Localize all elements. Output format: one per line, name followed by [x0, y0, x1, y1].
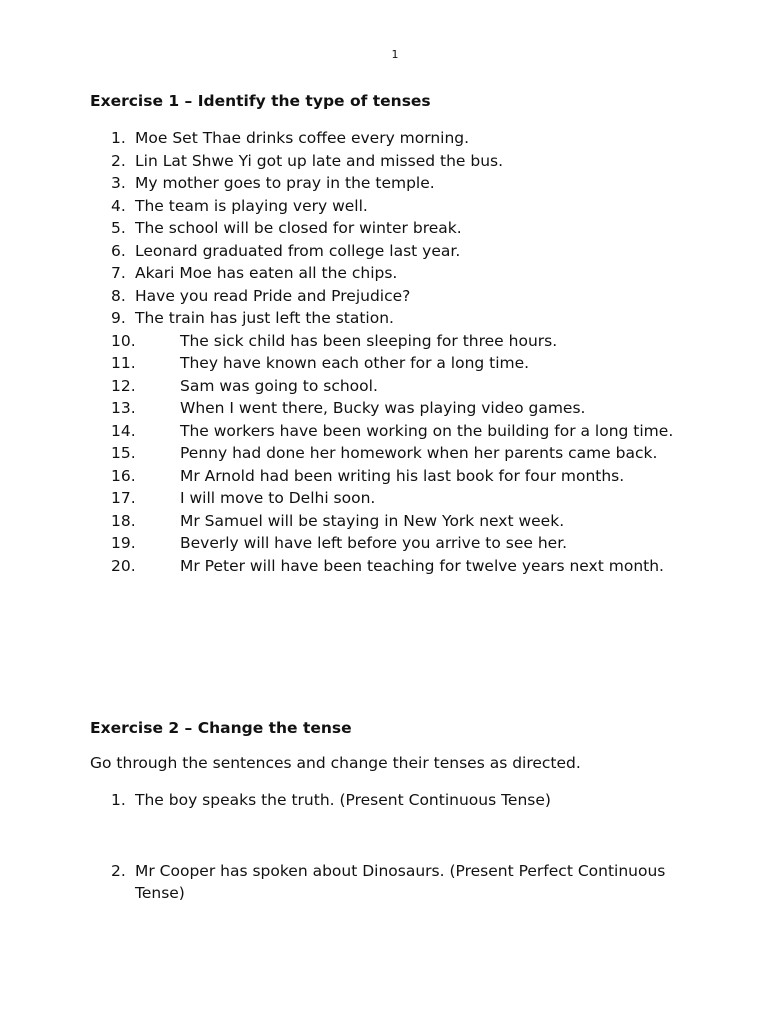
exercise1-item — [90, 150, 710, 173]
list-item-text: The team is playing very well. — [135, 196, 368, 215]
list-item-text: The sick child has been sleeping for three hours. — [180, 331, 558, 350]
list-item-number: 12. — [111, 376, 136, 395]
list-item-text: Mr Peter will have been teaching for twelve years next month. — [180, 556, 664, 575]
list-item-number: 14. — [111, 421, 136, 440]
exercise2-item — [90, 860, 710, 905]
exercise1-item — [90, 397, 710, 420]
list-item-number: 9. — [111, 309, 126, 327]
exercise1-item — [90, 510, 710, 533]
exercise1-item — [90, 352, 710, 375]
list-item-text: Lin Lat Shwe Yi got up late and missed the bus. — [135, 151, 504, 170]
list-item-number: 10. — [111, 331, 136, 350]
exercise-1-list — [90, 127, 710, 577]
list-item-number: 8. — [111, 286, 126, 305]
list-item-text: My mother goes to pray in the temple. — [135, 174, 435, 192]
list-item-text: When I went there, Bucky was playing video games. — [180, 399, 586, 417]
list-item-number: 5. — [111, 219, 126, 237]
page-number: 1 — [391, 48, 399, 61]
list-item-number: 13. — [111, 399, 136, 417]
list-item-text: Mr Samuel will be staying in New York next week. — [180, 511, 565, 530]
exercise2-item — [90, 789, 710, 812]
exercise1-item — [90, 465, 710, 488]
exercise1-item — [90, 195, 710, 218]
exercise1-item — [90, 307, 710, 330]
exercise-2-list — [90, 789, 710, 905]
list-item-number: 17. — [111, 489, 136, 507]
exercise1-item — [90, 285, 710, 308]
list-item-number: 18. — [111, 511, 136, 530]
list-item-text: The school will be closed for winter break. — [135, 219, 462, 237]
list-item-number: 2. — [111, 861, 126, 880]
list-item-text: The boy speaks the truth. (Present Continuous Tense) — [135, 791, 551, 809]
list-item-text: Mr Arnold had been writing his last book for four months. — [180, 466, 625, 485]
list-item-text: Penny had done her homework when her parents came back. — [180, 444, 658, 462]
list-item-text: Moe Set Thae drinks coffee every morning. — [135, 129, 470, 147]
exercise-2-instruction: Go through the sentences and change their tenses as directed. — [90, 754, 581, 772]
list-item-text: They have known each other for a long time. — [180, 354, 530, 372]
exercise1-item — [90, 442, 710, 465]
exercise-1-title: Exercise 1 – Identify the type of tenses — [90, 92, 431, 110]
list-item-text: Sam was going to school. — [180, 376, 378, 395]
exercise1-item — [90, 330, 710, 353]
list-item-number: 11. — [111, 354, 136, 372]
exercise1-item — [90, 127, 710, 150]
list-item-number: 1. — [111, 129, 126, 147]
exercise1-item — [90, 532, 710, 555]
exercise1-item — [90, 375, 710, 398]
exercise1-item — [90, 172, 710, 195]
list-item-text: The train has just left the station. — [135, 309, 394, 327]
list-item-number: 2. — [111, 151, 126, 170]
list-item-number: 7. — [111, 264, 126, 282]
list-item-text: The workers have been working on the building for a long time. — [180, 421, 674, 440]
list-item-text: Leonard graduated from college last year. — [135, 241, 461, 260]
list-item-number: 1. — [111, 791, 126, 809]
exercise1-item — [90, 217, 710, 240]
list-item-number: 4. — [111, 196, 126, 215]
exercise1-item — [90, 420, 710, 443]
list-item-number: 20. — [111, 556, 136, 575]
list-item-text: Akari Moe has eaten all the chips. — [135, 264, 398, 282]
list-item-number: 6. — [111, 241, 126, 260]
list-item-text: Have you read Pride and Prejudice? — [135, 286, 411, 305]
list-item-number: 15. — [111, 444, 136, 462]
list-item-text: Beverly will have left before you arrive to see her. — [180, 534, 568, 552]
list-item-text: Mr Cooper has spoken about Dinosaurs. (Present Perfect Continuous Tense) — [135, 861, 666, 902]
exercise1-item — [90, 240, 710, 263]
list-item-number: 3. — [111, 174, 126, 192]
exercise1-item — [90, 555, 710, 578]
exercise1-item — [90, 262, 710, 285]
exercise1-item — [90, 487, 710, 510]
exercise-2-title: Exercise 2 – Change the tense — [90, 719, 352, 737]
list-item-number: 19. — [111, 534, 136, 552]
list-item-number: 16. — [111, 466, 136, 485]
list-item-text: I will move to Delhi soon. — [180, 489, 376, 507]
